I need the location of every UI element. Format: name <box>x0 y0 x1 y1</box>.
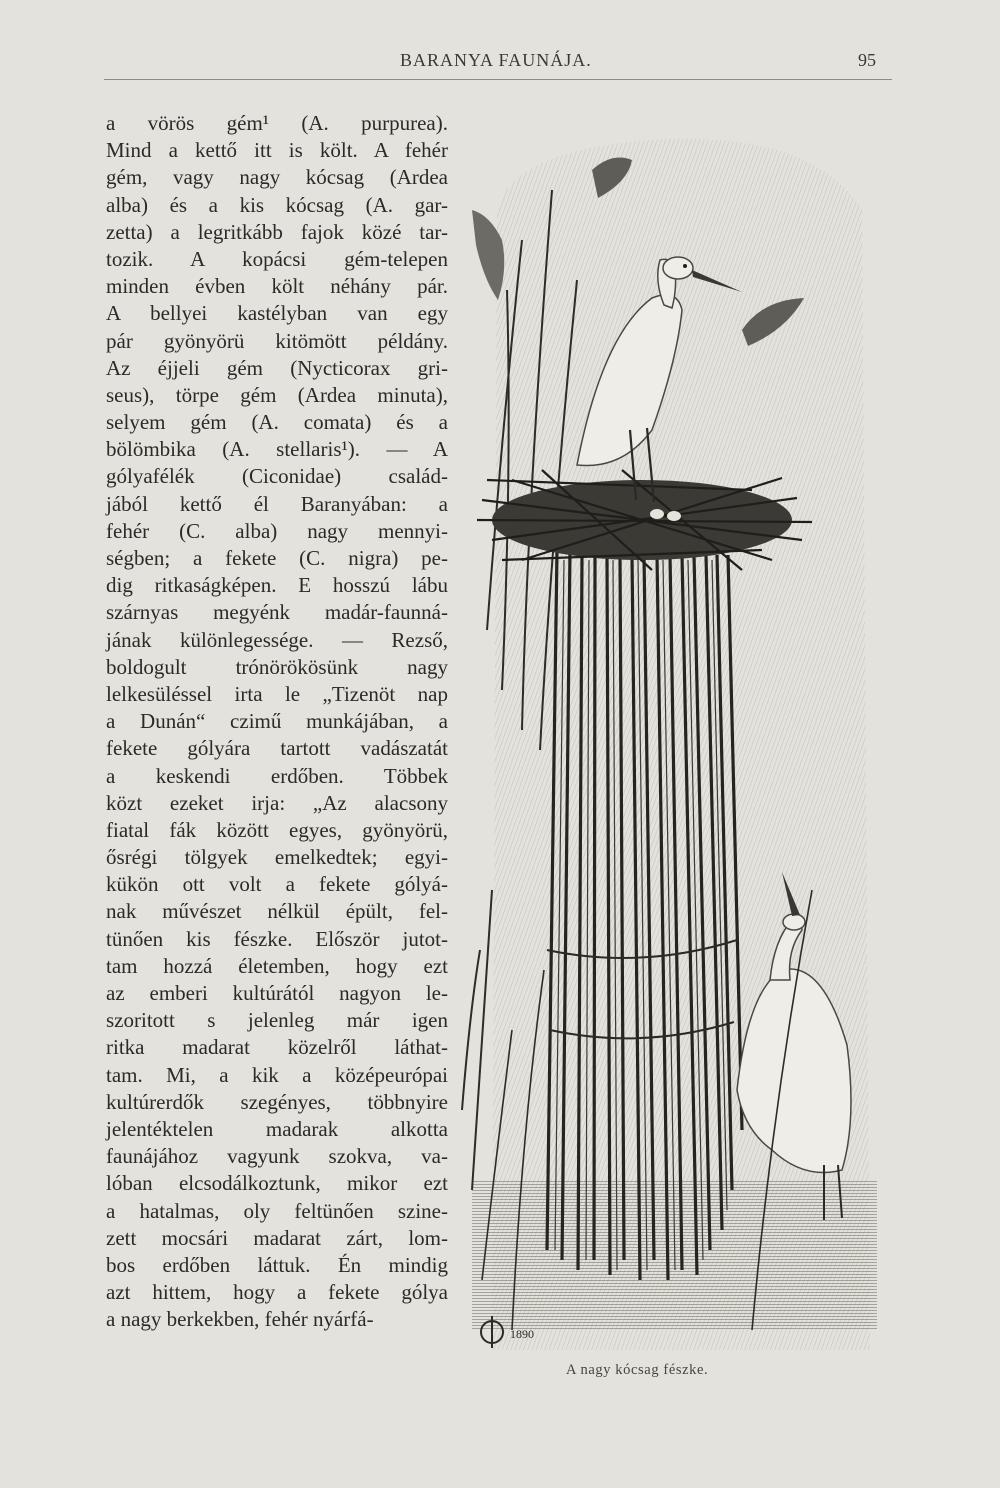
text-line: tünően kis fészke. Először jutot- <box>106 926 448 951</box>
text-line: jából kettő él Baranyában: a <box>106 491 448 516</box>
text-line: ritka madarat közelről láthat- <box>106 1035 448 1060</box>
text-line: szoritott s jelenleg már igen <box>106 1008 448 1033</box>
text-line: az emberi kultúrától nagyon le- <box>106 981 448 1005</box>
text-line: kükön ott volt a fekete gólyá- <box>106 872 448 897</box>
text-line: pár gyönyörü kitömött példány. <box>106 328 448 353</box>
nest-egg <box>650 509 664 519</box>
text-line: a vörös gém¹ (A. purpurea). <box>106 111 448 135</box>
text-line: A bellyei kastélyban van egy <box>106 301 448 326</box>
text-line: közt ezeket irja: „Az alacsony <box>106 790 448 815</box>
text-line: alba) és a kis kócsag (A. gar- <box>106 192 448 217</box>
header-rule <box>104 79 892 80</box>
text-line: seus), törpe gém (Ardea minuta), <box>106 382 448 407</box>
text-line: selyem gém (A. comata) és a <box>106 410 448 435</box>
egret-nest-illustration <box>452 130 882 1350</box>
text-line: fiatal fák között egyes, gyönyörü, <box>106 817 448 842</box>
text-line: azt hittem, hogy a fekete gólya <box>106 1280 448 1305</box>
text-line: Az éjjeli gém (Nycticorax gri- <box>106 355 448 380</box>
nest-egg <box>667 511 681 521</box>
text-line: faunájához vagyunk szokva, va- <box>106 1144 448 1169</box>
text-line: boldogult trónörökösünk nagy <box>106 654 448 679</box>
text-line: Mind a kettő itt is költ. A fehér <box>106 138 448 163</box>
text-line: lelkesüléssel irta le „Tizenöt nap <box>106 681 448 706</box>
illustration-svg <box>452 130 882 1350</box>
text-line: dig ritkaságképen. E hosszú lábu <box>106 573 448 598</box>
text-line: fekete gólyára tartott vadászatát <box>106 736 448 761</box>
text-line: a Dunán“ czimű munkájában, a <box>106 709 448 734</box>
running-header-title: BARANYA FAUNÁJA. <box>400 50 592 70</box>
text-line: jának különlegessége. — Rezső, <box>106 627 448 652</box>
artist-signature-date: 1890 <box>510 1327 534 1341</box>
text-line: gém, vagy nagy kócsag (Ardea <box>106 165 448 190</box>
text-line: ősrégi tölgyek emelkedtek; egyi- <box>106 845 448 870</box>
body-text-column <box>106 110 448 1333</box>
text-line: minden évben költ néhány pár. <box>106 274 448 299</box>
text-line: nak művészet nélkül épült, fel- <box>106 899 448 924</box>
text-line: fehér (C. alba) nagy mennyi- <box>106 518 448 543</box>
text-line: kultúrerdők szegényes, többnyire <box>106 1089 448 1114</box>
text-line: tam hozzá életemben, hogy ezt <box>106 953 448 978</box>
text-line: jelentéktelen madarak alkotta <box>106 1116 448 1141</box>
text-line: tozik. A kopácsi gém-telepen <box>106 246 448 271</box>
text-line: tam. Mi, a kik a középeurópai <box>106 1062 448 1087</box>
egret-eye <box>683 264 687 268</box>
text-line: bölömbika (A. stellaris¹). — A <box>106 437 448 462</box>
text-line: ségben; a fekete (C. nigra) pe- <box>106 546 448 570</box>
text-line: bos erdőben láttuk. Én mindig <box>106 1252 448 1277</box>
figure-caption: A nagy kócsag fészke. <box>566 1362 709 1378</box>
text-line: a hatalmas, oly feltünően szine- <box>106 1198 448 1223</box>
text-line: lóban elcsodálkoztunk, mikor ezt <box>106 1171 448 1196</box>
text-line: szárnyas megyénk madár-faunná- <box>106 600 448 625</box>
text-line: zett mocsári madarat zárt, lom- <box>106 1225 448 1250</box>
text-line: zetta) a legritkább fajok közé tar- <box>106 219 448 244</box>
text-line: a keskendi erdőben. Többek <box>106 763 448 788</box>
page-number: 95 <box>858 50 876 70</box>
text-line: gólyafélék (Ciconidae) család- <box>106 464 448 489</box>
text-line: a nagy berkekben, fehér nyárfá- <box>106 1307 374 1332</box>
